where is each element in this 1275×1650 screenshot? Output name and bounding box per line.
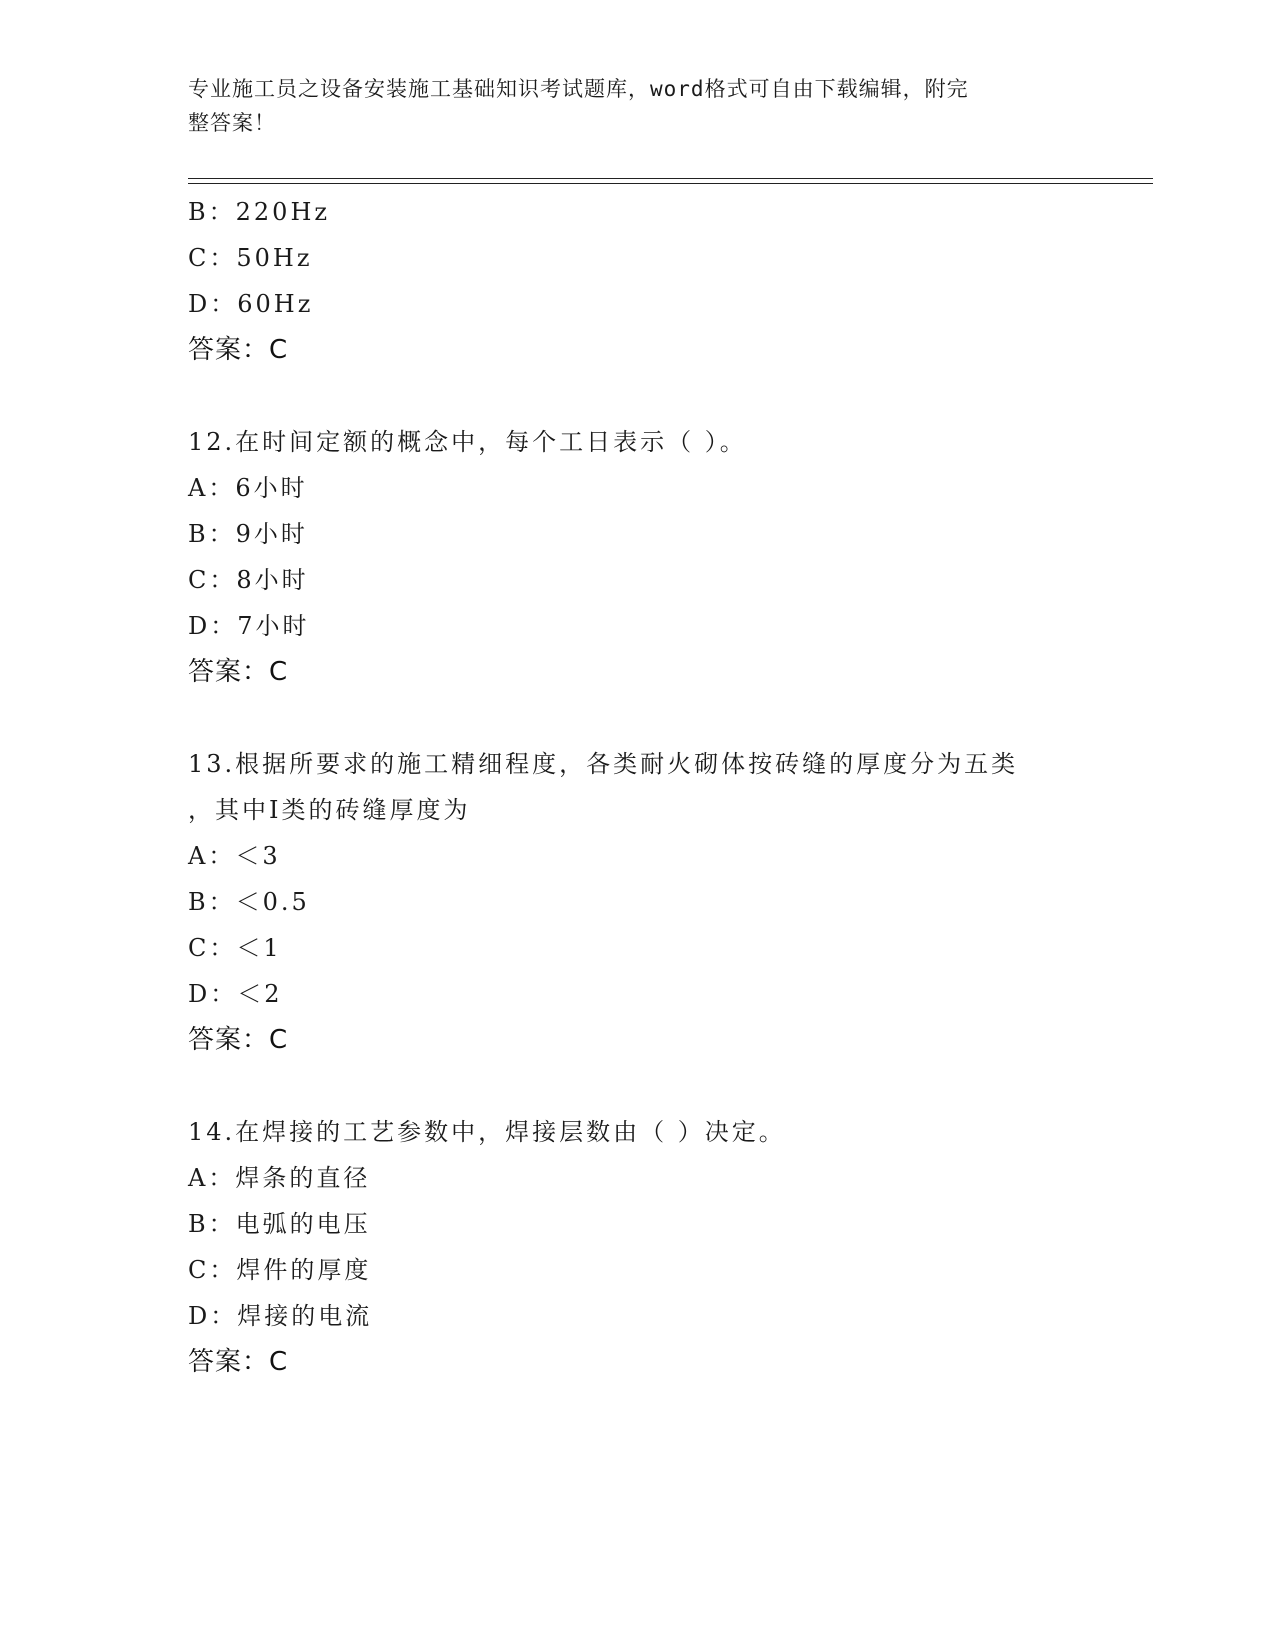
question-text: 12.在时间定额的概念中，每个工日表示（ ）。: [188, 428, 747, 456]
option-c: C：焊件的厚度: [188, 1256, 372, 1284]
option-c: C：8小时: [188, 566, 309, 594]
question-11: [188, 189, 1148, 373]
option-b: B：＜0.5: [188, 888, 310, 916]
header-divider-top: [188, 178, 1153, 179]
question-list: [188, 189, 1148, 1385]
option-c: C：＜1: [188, 934, 282, 962]
question-text-line-1: 13.根据所要求的施工精细程度，各类耐火砌体按砖缝的厚度分为五类: [188, 750, 1019, 778]
header-line-1: 专业施工员之设备安装施工基础知识考试题库，word格式可自由下载编辑，附完: [188, 77, 969, 101]
question-text-line-2: ，其中Ⅰ类的砖缝厚度为: [188, 796, 471, 824]
option-d: D：＜2: [188, 980, 283, 1008]
header-divider-bottom: [188, 183, 1153, 184]
answer-line: 答案：C: [188, 335, 289, 365]
question-12: [188, 419, 1148, 695]
option-b: B：220Hz: [188, 198, 331, 226]
spacer: [188, 695, 1148, 741]
header-line-2: 整答案！: [188, 111, 276, 135]
answer-line: 答案：C: [188, 657, 289, 687]
answer-line: 答案：C: [188, 1347, 289, 1377]
option-b: B：电弧的电压: [188, 1210, 371, 1238]
option-c: C：50Hz: [188, 244, 313, 272]
option-a: A：6小时: [188, 474, 308, 502]
option-a: A：＜3: [188, 842, 281, 870]
question-14: [188, 1109, 1148, 1385]
option-d: D：7小时: [188, 612, 310, 640]
answer-line: 答案：C: [188, 1025, 289, 1055]
document-header: [188, 72, 1068, 140]
spacer: [188, 373, 1148, 419]
question-text: 14.在焊接的工艺参数中，焊接层数由（ ）决定。: [188, 1118, 786, 1146]
option-d: D：60Hz: [188, 290, 314, 318]
spacer: [188, 1063, 1148, 1109]
option-d: D：焊接的电流: [188, 1302, 373, 1330]
question-13: [188, 741, 1148, 1063]
option-b: B：9小时: [188, 520, 308, 548]
option-a: A：焊条的直径: [188, 1164, 371, 1192]
